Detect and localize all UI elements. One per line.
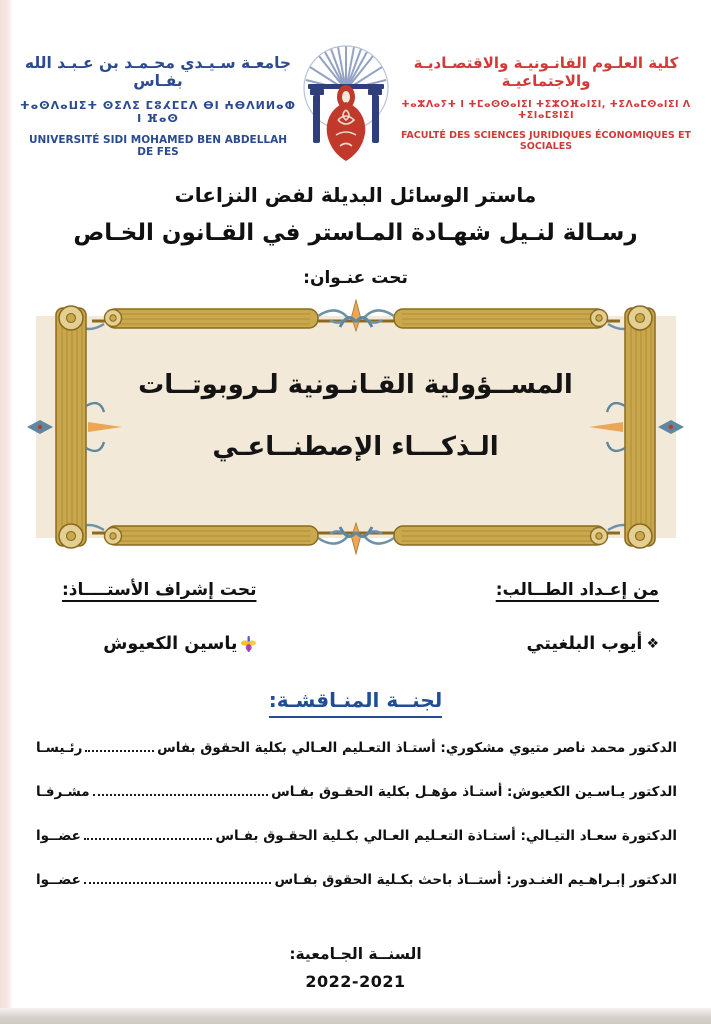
member-role: مشـرفـا bbox=[36, 784, 90, 800]
member-name: الدكتور يـاسـين الكعيوش: أستـاذ مؤهـل بكلية الحقـوق بفـاس bbox=[271, 784, 677, 800]
university-emblem-logo bbox=[300, 40, 392, 166]
committee-row bbox=[36, 872, 677, 888]
dotted-leader bbox=[84, 838, 213, 840]
photo-bottom-edge bbox=[0, 1008, 711, 1024]
flower-bullet-icon bbox=[241, 635, 256, 653]
dotted-leader bbox=[85, 750, 154, 752]
thesis-title bbox=[90, 354, 621, 478]
committee-heading: لجنــة المنـاقشـة: bbox=[0, 688, 711, 712]
student-name-row bbox=[496, 634, 659, 654]
faculty-name-tifinagh: ⵜⴰⵣⴷⴰⵢⵜ ⵏ ⵜⵎⴰⵙⵙⴰⵏⵉⵏ ⵜⵉⵣⵔⴼⴰⵏⵉⵏ, ⵜⵉⴷⴰⵎⵙⴰⵏⵉⵏ ⴷ ⵜⵉⵏⴰⵎⵓⵏⵉⵏ bbox=[401, 99, 691, 121]
member-name: الدكتور محمد ناصر متيوي مشكوري: أستـاذ التعـليم العـالي بكلية الحقوق بفاس bbox=[157, 740, 677, 756]
frame-top-scrolls bbox=[76, 300, 636, 331]
emblem-fan-rays bbox=[306, 46, 386, 90]
member-name: الدكتور إبـراهـيم الغنـدور: أستــاذ باحث بكـلية الحقوق بفـاس bbox=[274, 872, 677, 888]
master-program-title: ماستر الوسائل البديلة لفض النزاعات bbox=[174, 183, 537, 207]
thesis-title-line2: الـذكـــاء الإصطنــاعـي bbox=[212, 432, 499, 462]
diamond-bullet-icon: ❖ bbox=[646, 636, 659, 652]
university-name-tifinagh: ⵜⴰⵙⴷⴰⵡⵉⵜ ⵙⵉⴷⵉ ⵎⵓⵃⵎⵎⴷ ⴱⵏ ⵄⴱⴷⵍⵍⴰⵀ ⵏ ⴼⴰⵙ bbox=[20, 99, 296, 125]
student-name: أيوب البلغيتي bbox=[526, 634, 643, 654]
ornamental-title-frame bbox=[0, 296, 711, 588]
member-role: رئـيسـا bbox=[36, 740, 83, 756]
faculty-name-french: FACULTÉ DES SCIENCES JURIDIQUES ÉCONOMIQUES ET SOCIALES bbox=[400, 130, 692, 152]
committee-list bbox=[36, 740, 677, 888]
academic-year-value: 2022-2021 bbox=[305, 972, 406, 991]
student-section bbox=[496, 580, 659, 654]
faculty-block bbox=[395, 40, 697, 152]
member-role: عضــوا bbox=[36, 828, 81, 844]
header bbox=[20, 40, 697, 166]
academic-year-label: السنــة الجـامعية: bbox=[289, 945, 422, 963]
member-role: عضــوا bbox=[36, 872, 81, 888]
thesis-degree-line: رسـالة لنـيل شهـادة المـاستر في القـانون الخـاص bbox=[73, 220, 638, 246]
committee-row bbox=[36, 740, 677, 756]
committee-row bbox=[36, 784, 677, 800]
thesis-title-line1: المســؤولية القـانـونية لـروبوتــات bbox=[138, 370, 573, 400]
supervisor-name: ياسين الكعيوش bbox=[103, 634, 238, 654]
frame-bottom-scrolls bbox=[76, 523, 636, 554]
photo-left-edge bbox=[0, 0, 13, 1024]
dotted-leader bbox=[93, 794, 269, 796]
university-block bbox=[20, 40, 296, 158]
supervisor-name-row bbox=[62, 634, 256, 654]
student-heading: من إعـداد الطــالب: bbox=[495, 580, 659, 600]
committee-row bbox=[36, 828, 677, 844]
supervisor-section bbox=[62, 580, 256, 654]
university-name-arabic: جامعـة سـيـدي محـمـد بن عـبـد الله بفـاس bbox=[24, 54, 292, 90]
member-name: الدكتورة سعـاد التيـالي: أستـاذة التعـليم العـالي بكـلية الحقـوق بفـاس bbox=[215, 828, 677, 844]
under-title-label: تحت عنـوان: bbox=[303, 268, 408, 288]
emblem-arabesque bbox=[326, 85, 365, 161]
supervisor-heading: تحت إشراف الأستــــاذ: bbox=[62, 580, 257, 600]
faculty-name-arabic: كلية العلـوم القانـونيـة والاقتصـاديـة والاجتماعيـة bbox=[413, 54, 679, 90]
university-name-french: UNIVERSITÉ SIDI MOHAMED BEN ABDELLAH DE FES bbox=[28, 134, 288, 158]
dotted-leader bbox=[84, 882, 272, 884]
